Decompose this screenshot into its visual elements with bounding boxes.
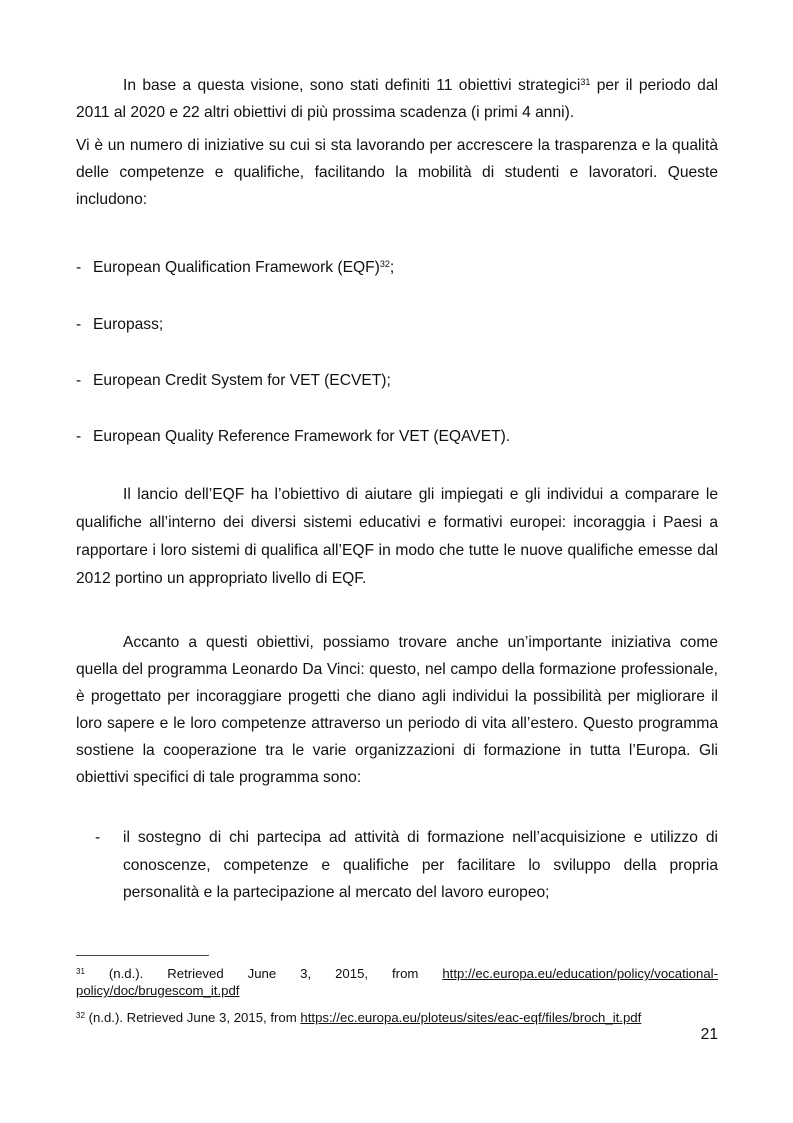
paragraph-1: In base a questa visione, sono stati definiti 11 obiettivi strategici$^{31}$ per il periodo dal 2011 al 2020 e 22 altri obiettivi di più prossima scadenza (i primi 4 anni).: [76, 77, 718, 121]
paragraph-2: Vi è un numero di iniziative su cui si sta lavorando per accrescere la trasparenza e la qualità delle competenze e qualifiche, facilitando la mobilità di studenti e lavoratori. Queste includono:: [76, 137, 718, 208]
footnote-separator: [76, 955, 209, 956]
initiative-item-eqavet: - European Quality Reference Framework for VET (EQAVET).: [76, 428, 511, 445]
paragraph-strategic-objectives: [76, 72, 718, 213]
footnote-ref-32[interactable]: 32: [379, 259, 390, 269]
footnote-32-link[interactable]: https://ec.europa.eu/ploteus/sites/eac-eqf/files/broch_it.pdf: [300, 1010, 642, 1025]
footnote-ref-31[interactable]: 31: [580, 77, 591, 87]
footnote-31: $^{31}$ (n.d.). Retrieved June 3, 2015, from http://ec.europa.eu/education/policy/vocational-policy/doc/brugescom_it.pdf: [76, 966, 718, 998]
paragraph-3: Il lancio dell’EQF ha l’obiettivo di aiutare gli impiegati e gli individui a comparare le qualifiche all’interno dei diversi sistemi educativi e formativi europei: incoraggia i Paesi a rapportare i loro sistemi di qualifica all’EQF in modo che tutte le nuove qualifiche emesse dal 2012 portino un appropriato livello di EQF.: [76, 486, 718, 587]
initiative-item-ecvet: - European Credit System for VET (ECVET);: [76, 372, 391, 389]
initiative-item-europass: - Europass;: [76, 316, 164, 333]
page-number: 21: [700, 1026, 718, 1043]
footnote-32: $^{32}$ (n.d.). Retrieved June 3, 2015, from https://ec.europa.eu/ploteus/sites/eac-eqf/files/broch_it.pdf: [76, 1010, 642, 1025]
objectives-list-item: - il sostegno di chi partecipa ad attività di formazione nell’acquisizione e utilizzo di conoscenze, competenze e qualifiche per facilitare lo sviluppo della propria personalità e la partecipazione al mercato del lavoro europeo;: [95, 829, 718, 901]
paragraph-4: Accanto a questi obiettivi, possiamo trovare anche un’importante iniziativa come quella del programma Leonardo Da Vinci: questo, nel campo della formazione professionale, è progettato per incoraggiare progetti che diano agli individui la possibilità per migliorare il loro sapere e le loro competenze attraverso un periodo di vita all’estero. Questo programma sostiene la cooperazione tra le varie organizzazioni di formazione in tutta l’Europa. Gli obiettivi specifici di tale programma sono:: [76, 634, 718, 786]
footnote-31-link[interactable]: http://ec.europa.eu/education/policy/vocational-policy/doc/brugescom_it.pdf: [76, 966, 718, 998]
initiative-item-eqf: - European Qualification Framework (EQF)$^{32}$;: [76, 259, 395, 276]
